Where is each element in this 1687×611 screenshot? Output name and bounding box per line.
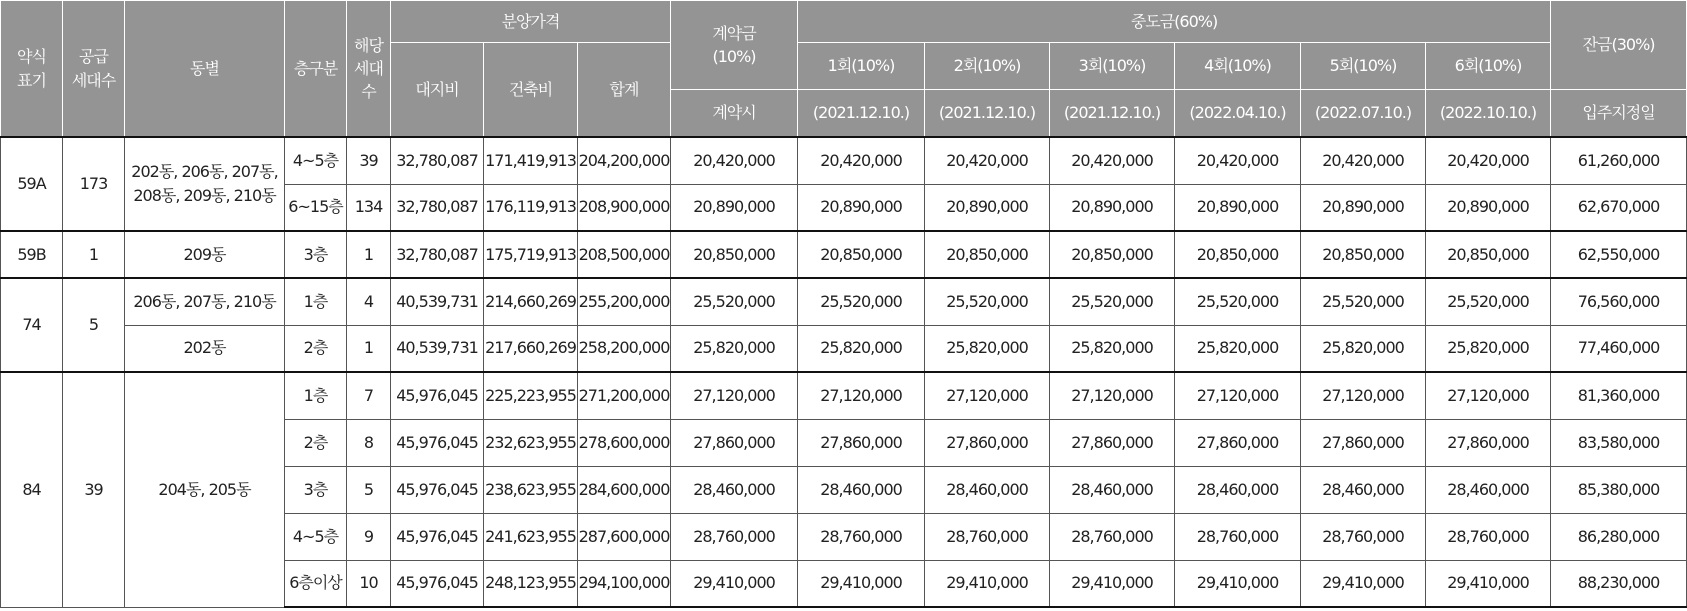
installment-2-cell: 20,420,000 xyxy=(925,137,1050,184)
header-units: 해당 세대수 xyxy=(347,1,391,138)
contract-cell: 25,520,000 xyxy=(671,278,798,325)
installment-3-cell: 27,120,000 xyxy=(1050,372,1175,419)
balance-cell: 85,380,000 xyxy=(1551,466,1687,513)
units-cell: 39 xyxy=(347,137,391,184)
build-cell: 175,719,913 xyxy=(484,231,578,278)
installment-6-cell: 29,410,000 xyxy=(1426,560,1551,607)
balance-cell: 81,360,000 xyxy=(1551,372,1687,419)
units-cell: 5 xyxy=(347,466,391,513)
installment-1-cell: 20,850,000 xyxy=(798,231,925,278)
installment-6-cell: 20,420,000 xyxy=(1426,137,1551,184)
table-row xyxy=(1,231,1687,278)
total-cell: 258,200,000 xyxy=(578,325,671,372)
floor-cell: 2층 xyxy=(285,419,347,466)
table-header xyxy=(1,1,1687,138)
supply-cell: 39 xyxy=(63,372,125,607)
table-row xyxy=(1,278,1687,325)
units-cell: 10 xyxy=(347,560,391,607)
supply-cell: 1 xyxy=(63,231,125,278)
installment-1-cell: 20,420,000 xyxy=(798,137,925,184)
build-cell: 248,123,955 xyxy=(484,560,578,607)
floor-cell: 1층 xyxy=(285,372,347,419)
header-installment-5-date: (2022.07.10.) xyxy=(1301,90,1426,138)
header-installment-2: 2회(10%) xyxy=(925,43,1050,90)
header-balance-time: 입주지정일 xyxy=(1551,90,1687,138)
installment-2-cell: 25,520,000 xyxy=(925,278,1050,325)
installment-2-cell: 20,890,000 xyxy=(925,184,1050,231)
header-installment-6-date: (2022.10.10.) xyxy=(1426,90,1551,138)
land-cell: 40,539,731 xyxy=(391,325,484,372)
installment-5-cell: 27,120,000 xyxy=(1301,372,1426,419)
type-cell: 84 xyxy=(1,372,63,607)
land-cell: 45,976,045 xyxy=(391,419,484,466)
dong-cell: 209동 xyxy=(125,231,285,278)
installment-2-cell: 28,760,000 xyxy=(925,513,1050,560)
installment-2-cell: 28,460,000 xyxy=(925,466,1050,513)
installment-4-cell: 20,890,000 xyxy=(1175,184,1301,231)
total-cell: 271,200,000 xyxy=(578,372,671,419)
build-cell: 241,623,955 xyxy=(484,513,578,560)
supply-cell: 5 xyxy=(63,278,125,372)
installment-3-cell: 20,890,000 xyxy=(1050,184,1175,231)
land-cell: 40,539,731 xyxy=(391,278,484,325)
build-cell: 176,119,913 xyxy=(484,184,578,231)
installment-3-cell: 25,520,000 xyxy=(1050,278,1175,325)
contract-cell: 27,860,000 xyxy=(671,419,798,466)
installment-6-cell: 27,120,000 xyxy=(1426,372,1551,419)
table-row xyxy=(1,325,1687,372)
header-floor: 층구분 xyxy=(285,1,347,138)
units-cell: 134 xyxy=(347,184,391,231)
land-cell: 45,976,045 xyxy=(391,560,484,607)
header-price-group: 분양가격 xyxy=(391,1,671,43)
header-type: 약식 표기 xyxy=(1,1,63,138)
installment-1-cell: 28,760,000 xyxy=(798,513,925,560)
installment-3-cell: 29,410,000 xyxy=(1050,560,1175,607)
build-cell: 238,623,955 xyxy=(484,466,578,513)
installment-5-cell: 25,520,000 xyxy=(1301,278,1426,325)
units-cell: 1 xyxy=(347,231,391,278)
installment-6-cell: 28,760,000 xyxy=(1426,513,1551,560)
header-installment-1: 1회(10%) xyxy=(798,43,925,90)
installment-5-cell: 20,420,000 xyxy=(1301,137,1426,184)
installment-3-cell: 20,850,000 xyxy=(1050,231,1175,278)
contract-cell: 28,460,000 xyxy=(671,466,798,513)
installment-1-cell: 29,410,000 xyxy=(798,560,925,607)
header-contract-time: 계약시 xyxy=(671,90,798,138)
contract-cell: 27,120,000 xyxy=(671,372,798,419)
contract-cell: 20,850,000 xyxy=(671,231,798,278)
header-installment-4: 4회(10%) xyxy=(1175,43,1301,90)
installment-6-cell: 20,850,000 xyxy=(1426,231,1551,278)
dong-cell: 206동, 207동, 210동 xyxy=(125,278,285,325)
installment-4-cell: 20,850,000 xyxy=(1175,231,1301,278)
floor-cell: 6~15층 xyxy=(285,184,347,231)
installment-5-cell: 28,760,000 xyxy=(1301,513,1426,560)
header-dong: 동별 xyxy=(125,1,285,138)
installment-6-cell: 25,520,000 xyxy=(1426,278,1551,325)
floor-cell: 3층 xyxy=(285,466,347,513)
installment-4-cell: 25,820,000 xyxy=(1175,325,1301,372)
installment-4-cell: 27,120,000 xyxy=(1175,372,1301,419)
units-cell: 7 xyxy=(347,372,391,419)
units-cell: 9 xyxy=(347,513,391,560)
installment-6-cell: 28,460,000 xyxy=(1426,466,1551,513)
build-cell: 214,660,269 xyxy=(484,278,578,325)
land-cell: 45,976,045 xyxy=(391,466,484,513)
installment-5-cell: 29,410,000 xyxy=(1301,560,1426,607)
total-cell: 255,200,000 xyxy=(578,278,671,325)
installment-1-cell: 27,120,000 xyxy=(798,372,925,419)
total-cell: 204,200,000 xyxy=(578,137,671,184)
build-cell: 171,419,913 xyxy=(484,137,578,184)
balance-cell: 83,580,000 xyxy=(1551,419,1687,466)
installment-3-cell: 20,420,000 xyxy=(1050,137,1175,184)
floor-cell: 4~5층 xyxy=(285,137,347,184)
header-supply: 공급 세대수 xyxy=(63,1,125,138)
installment-4-cell: 28,460,000 xyxy=(1175,466,1301,513)
total-cell: 294,100,000 xyxy=(578,560,671,607)
type-cell: 74 xyxy=(1,278,63,372)
contract-cell: 28,760,000 xyxy=(671,513,798,560)
supply-cell: 173 xyxy=(63,137,125,231)
installment-4-cell: 20,420,000 xyxy=(1175,137,1301,184)
installment-6-cell: 27,860,000 xyxy=(1426,419,1551,466)
header-land: 대지비 xyxy=(391,43,484,138)
total-cell: 284,600,000 xyxy=(578,466,671,513)
installment-1-cell: 25,520,000 xyxy=(798,278,925,325)
total-cell: 278,600,000 xyxy=(578,419,671,466)
installment-3-cell: 25,820,000 xyxy=(1050,325,1175,372)
floor-cell: 6층이상 xyxy=(285,560,347,607)
installment-2-cell: 27,860,000 xyxy=(925,419,1050,466)
contract-cell: 20,890,000 xyxy=(671,184,798,231)
type-cell: 59A xyxy=(1,137,63,231)
contract-cell: 20,420,000 xyxy=(671,137,798,184)
balance-cell: 88,230,000 xyxy=(1551,560,1687,607)
header-build: 건축비 xyxy=(484,43,578,138)
contract-cell: 29,410,000 xyxy=(671,560,798,607)
balance-cell: 76,560,000 xyxy=(1551,278,1687,325)
installment-1-cell: 20,890,000 xyxy=(798,184,925,231)
installment-4-cell: 29,410,000 xyxy=(1175,560,1301,607)
land-cell: 32,780,087 xyxy=(391,231,484,278)
balance-cell: 62,550,000 xyxy=(1551,231,1687,278)
dong-cell: 202동, 206동, 207동, 208동, 209동, 210동 xyxy=(125,137,285,231)
balance-cell: 86,280,000 xyxy=(1551,513,1687,560)
header-installment-1-date: (2021.12.10.) xyxy=(798,90,925,138)
installment-3-cell: 28,760,000 xyxy=(1050,513,1175,560)
floor-cell: 3층 xyxy=(285,231,347,278)
installment-1-cell: 25,820,000 xyxy=(798,325,925,372)
balance-cell: 62,670,000 xyxy=(1551,184,1687,231)
installment-2-cell: 20,850,000 xyxy=(925,231,1050,278)
floor-cell: 2층 xyxy=(285,325,347,372)
installment-4-cell: 28,760,000 xyxy=(1175,513,1301,560)
contract-cell: 25,820,000 xyxy=(671,325,798,372)
installment-3-cell: 28,460,000 xyxy=(1050,466,1175,513)
land-cell: 32,780,087 xyxy=(391,184,484,231)
installment-5-cell: 28,460,000 xyxy=(1301,466,1426,513)
header-installment-3: 3회(10%) xyxy=(1050,43,1175,90)
build-cell: 217,660,269 xyxy=(484,325,578,372)
installment-6-cell: 25,820,000 xyxy=(1426,325,1551,372)
header-installment-2-date: (2021.12.10.) xyxy=(925,90,1050,138)
installment-2-cell: 25,820,000 xyxy=(925,325,1050,372)
installment-6-cell: 20,890,000 xyxy=(1426,184,1551,231)
installment-4-cell: 25,520,000 xyxy=(1175,278,1301,325)
floor-cell: 1층 xyxy=(285,278,347,325)
land-cell: 45,976,045 xyxy=(391,513,484,560)
installment-2-cell: 27,120,000 xyxy=(925,372,1050,419)
header-installment-5: 5회(10%) xyxy=(1301,43,1426,90)
units-cell: 1 xyxy=(347,325,391,372)
balance-cell: 77,460,000 xyxy=(1551,325,1687,372)
installment-3-cell: 27,860,000 xyxy=(1050,419,1175,466)
installment-4-cell: 27,860,000 xyxy=(1175,419,1301,466)
table-row xyxy=(1,137,1687,184)
land-cell: 45,976,045 xyxy=(391,372,484,419)
floor-cell: 4~5층 xyxy=(285,513,347,560)
installment-5-cell: 25,820,000 xyxy=(1301,325,1426,372)
installment-1-cell: 28,460,000 xyxy=(798,466,925,513)
header-balance: 잔금(30%) xyxy=(1551,1,1687,90)
dong-cell: 204동, 205동 xyxy=(125,372,285,607)
units-cell: 8 xyxy=(347,419,391,466)
installment-2-cell: 29,410,000 xyxy=(925,560,1050,607)
total-cell: 208,500,000 xyxy=(578,231,671,278)
installment-1-cell: 27,860,000 xyxy=(798,419,925,466)
table-body xyxy=(1,137,1687,607)
units-cell: 4 xyxy=(347,278,391,325)
total-cell: 208,900,000 xyxy=(578,184,671,231)
land-cell: 32,780,087 xyxy=(391,137,484,184)
header-installment-4-date: (2022.04.10.) xyxy=(1175,90,1301,138)
type-cell: 59B xyxy=(1,231,63,278)
dong-cell: 202동 xyxy=(125,325,285,372)
installment-5-cell: 20,850,000 xyxy=(1301,231,1426,278)
table-row xyxy=(1,372,1687,419)
installment-5-cell: 20,890,000 xyxy=(1301,184,1426,231)
header-installment-6: 6회(10%) xyxy=(1426,43,1551,90)
header-total: 합계 xyxy=(578,43,671,138)
header-installment-3-date: (2021.12.10.) xyxy=(1050,90,1175,138)
header-middle-group: 중도금(60%) xyxy=(798,1,1551,43)
total-cell: 287,600,000 xyxy=(578,513,671,560)
build-cell: 225,223,955 xyxy=(484,372,578,419)
header-contract: 계약금 (10%) xyxy=(671,1,798,90)
installment-5-cell: 27,860,000 xyxy=(1301,419,1426,466)
balance-cell: 61,260,000 xyxy=(1551,137,1687,184)
build-cell: 232,623,955 xyxy=(484,419,578,466)
